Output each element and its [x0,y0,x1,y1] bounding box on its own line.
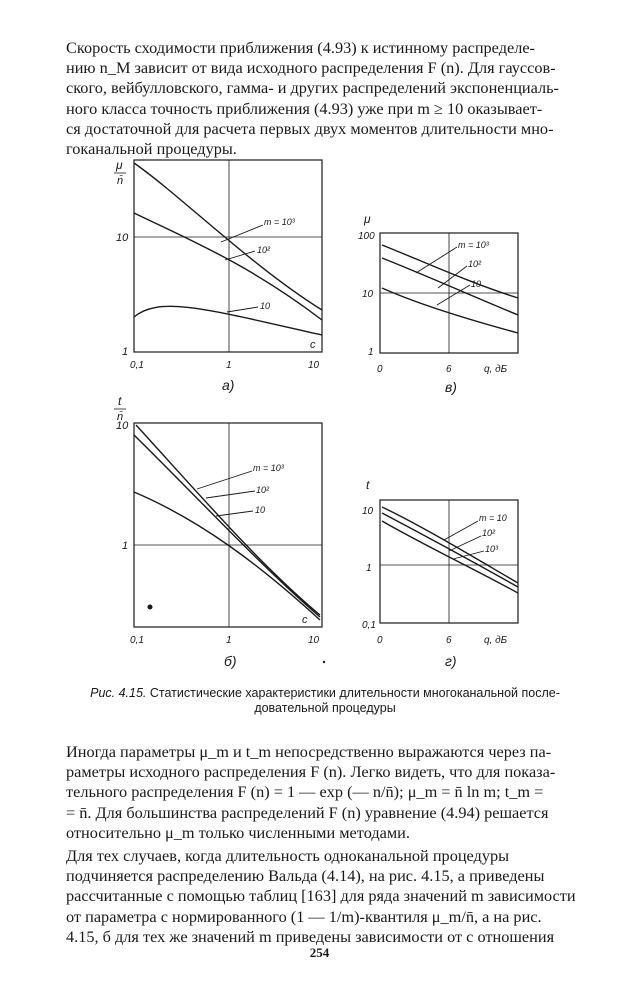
paragraph-middle-2: Для тех случаев, когда длительность одноканальной процедуры подчиняется распределению Вальда (4.14), на рис. 4.15, а приведены рассчитанные с помощью таблиц [163] для ряда значений m зависимости от параметра c нормированного (1 — 1/m)-квантиля μ_m/n̄, а на рис. 4.15, б для тех же значений m приведены зависимости от c отношения [66,846,576,946]
panel-g-curve-m1000 [382,521,518,593]
panel-g-curve-label: 10² [482,528,496,538]
panel-a-ylabel-top: μ [116,158,123,172]
panel-v-xtick: 0 [377,364,383,375]
figure-caption [40,686,610,716]
panel-a-curve-label: m = 10³ [264,217,295,227]
panel-g-curve-label: m = 10 [479,513,507,523]
panel-b-curve-m1000 [136,425,320,615]
panel-b-ylabel-bottom: n̄ [117,411,124,423]
panel-v-curve-label: 10 [471,279,482,289]
caption-text: Статистические характеристики длительности многоканальной после- [149,686,560,700]
panel-g-xtick: 6 [446,635,452,646]
panel-g-ytick: 10 [362,506,374,517]
panel-a-xtick: 10 [308,360,320,371]
caption-text-2: довательной процедуры [254,701,396,715]
panel-a-letter: а) [222,377,235,393]
panel-b-curve-label: m = 10³ [253,463,284,473]
panel-b-ytick: 1 [122,540,129,552]
panel-b-ytick: 10 [116,420,129,432]
panel-a-frame [134,160,322,352]
panel-g-letter: г) [445,653,457,669]
panel-b-axis-var: c [302,614,308,626]
panel-v-xtick: q, дБ [484,364,508,375]
panel-a-curve-m100 [134,213,322,320]
panel-a-curve-label: 10 [260,301,271,311]
panel-a-ytick: 10 [116,232,129,244]
panel-g-curve-label: 10³ [485,544,499,554]
ink-speck [323,661,325,663]
panel-a-ytick: 1 [122,346,129,358]
panel-a-xtick: 1 [226,360,232,371]
panel-v-xtick: 6 [446,364,452,375]
panel-g-ytick: 0,1 [362,620,376,631]
page-number: 254 [309,945,330,960]
panel-a-xtick: 0,1 [130,360,144,371]
figure-4-15 [100,155,540,675]
ink-speck [148,605,153,610]
panel-v-curve-m1000 [382,245,518,298]
panel-g-ytick: 1 [366,563,372,574]
panel-v-ylabel: μ [364,212,371,226]
panel-a-axis-var: c [310,339,316,351]
panel-b-letter: б) [224,653,237,669]
panel-a-curve-m1000 [134,163,322,310]
panel-b-xtick: 10 [308,635,320,646]
paragraph-middle-1: Иногда параметры μ_m и t_m непосредственно выражаются через па- раметры исходного распределения F (n). Легко видеть, что для показа- тельного распределения F (n) = 1 — exp (— n/n̄); μ_m = n̄ ln m; t_m = = n̄. Для большинства распределений F (n) уравнение (4.94) решается относительно μ_m только численными методами. [66,742,556,842]
panel-b-curve-m10 [134,492,320,620]
panel-v-curve-label: m = 10³ [458,240,489,250]
panel-v-ytick: 10 [362,289,374,300]
panel-g-xtick: 0 [377,635,383,646]
panel-g-ylabel: t [366,478,370,492]
panel-b-xtick: 0,1 [130,635,144,646]
panel-b-curve-label: 10 [255,505,266,515]
panel-b-xtick: 1 [226,635,232,646]
panel-v-letter: в) [445,379,457,395]
panel-a-ylabel-bottom: n̄ [117,175,124,187]
panel-a-curve-m10 [134,306,322,335]
caption-label: Рис. 4.15. [90,686,147,700]
panel-v-ytick: 1 [368,347,374,358]
panel-v-ytick: 100 [358,231,375,242]
panel-v-curve-label: 10² [468,259,482,269]
panel-g-xtick: q, дБ [484,635,508,646]
paragraph-top: Скорость сходимости приближения (4.93) к истинному распределе- нию n_M зависит от вида исходного распределения F (n). Для гауссов- ского, вейбулловского, гамма- и других распределений экспоненциаль- ного класса точность приближения (4.93) уже при m ≥ 10 оказывает- ся достаточной для расчета первых двух моментов длительности мно- гоканальной процедуры. [66,38,559,159]
panel-b-ylabel-top: t [118,394,122,408]
panel-v-curve-m100 [382,258,518,315]
panel-b-curve-label: 10² [256,485,270,495]
panel-a-curve-label: 10² [257,245,271,255]
panel-v-curve-m10 [382,288,518,333]
